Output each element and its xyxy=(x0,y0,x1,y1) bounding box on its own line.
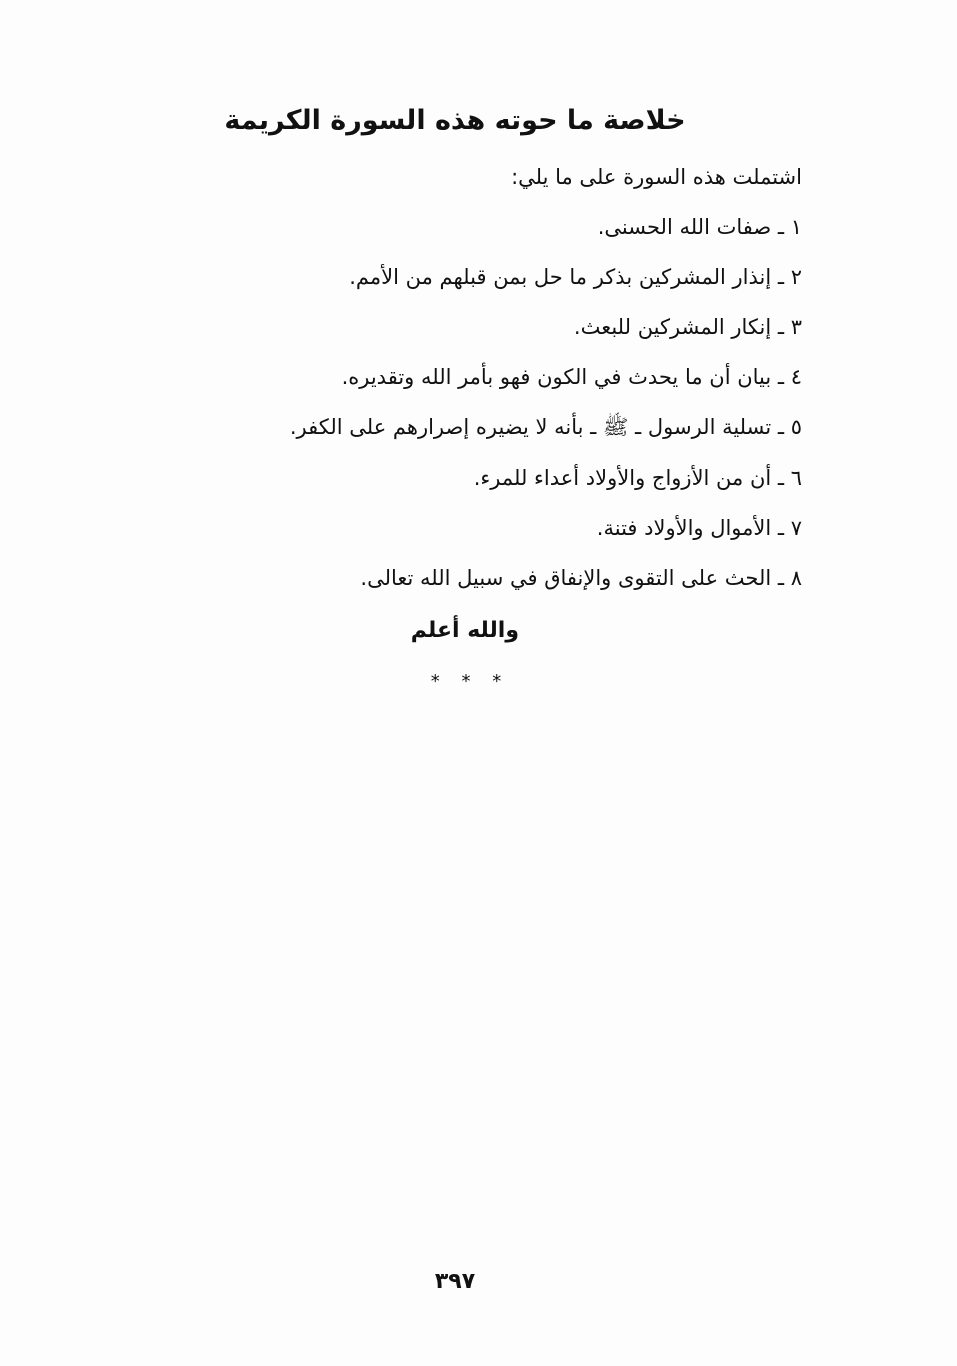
list-item: ٨ ـ الحث على التقوى والإنفاق في سبيل الله تعالى. xyxy=(360,566,802,590)
section-separator: * * * xyxy=(430,671,510,692)
page-number: ٣٩٧ xyxy=(434,1269,476,1294)
list-item: ٥ ـ تسلية الرسول ـ ﷺ ـ بأنه لا يضيره إصرارهم على الكفر. xyxy=(289,415,802,439)
list-item: ٣ ـ إنكار المشركين للبعث. xyxy=(573,315,802,339)
list-item: ٢ ـ إنذار المشركين بذكر ما حل بمن قبلهم من الأمم. xyxy=(349,265,802,289)
list-item: ١ ـ صفات الله الحسنى. xyxy=(597,215,802,239)
list-item: ٦ ـ أن من الأزواج والأولاد أعداء للمرء. xyxy=(473,466,802,490)
intro-text: اشتملت هذه السورة على ما يلي: xyxy=(511,165,802,189)
list-item: ٧ ـ الأموال والأولاد فتنة. xyxy=(596,516,802,540)
page-title: خلاصة ما حوته هذه السورة الكريمة xyxy=(224,105,686,136)
list-item: ٤ ـ بيان أن ما يحدث في الكون فهو بأمر الله وتقديره. xyxy=(341,365,802,389)
closing-phrase: والله أعلم xyxy=(410,618,519,643)
